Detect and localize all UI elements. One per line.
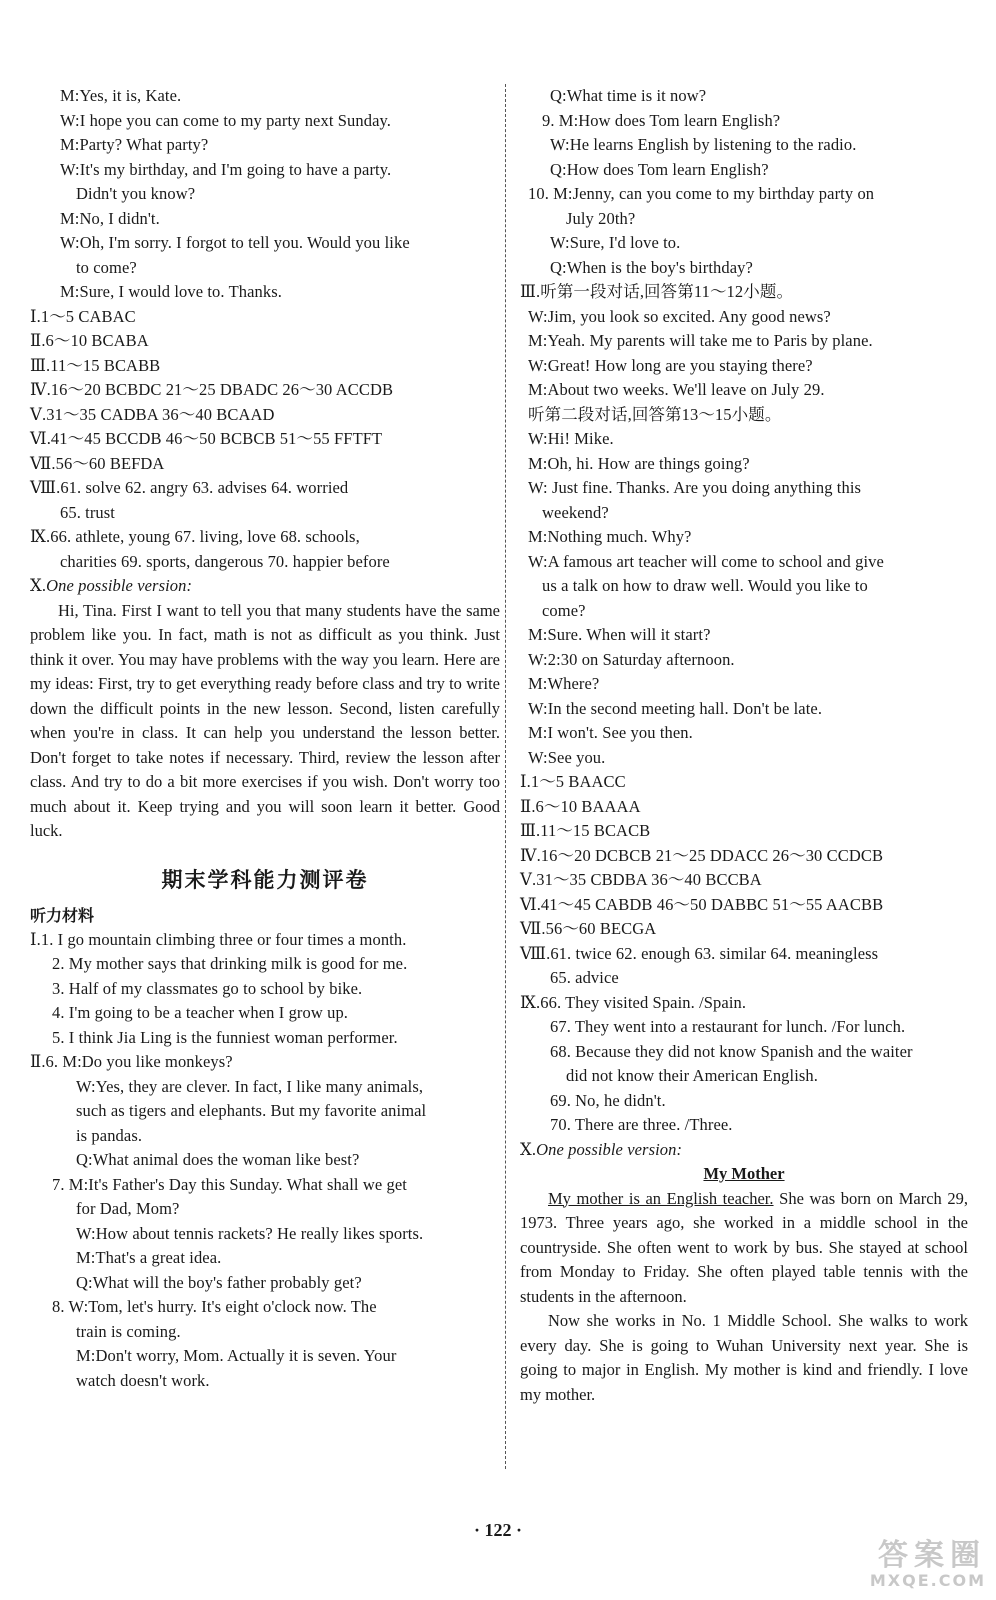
roman-numeral: Ⅹ. xyxy=(520,1139,537,1159)
text-line: for Dad, Mom? xyxy=(76,1199,180,1218)
text-line: M:Nothing much. Why? xyxy=(528,527,692,546)
text-line: Q:How does Tom learn English? xyxy=(550,159,769,179)
right-essay-paragraph-1 xyxy=(520,1187,968,1310)
text-line: Ⅲ.11～15 BCABB xyxy=(30,355,161,375)
text-line: M:That's a great idea. xyxy=(76,1248,222,1267)
text-line: Q:What time is it now? xyxy=(550,86,707,105)
page-number: · 122 · xyxy=(473,1520,522,1540)
text-line: Ⅰ.1. I go mountain climbing three or four times a month. xyxy=(30,929,407,949)
text-line: 4. I'm going to be a teacher when I grow up. xyxy=(52,1003,349,1022)
text-line: train is coming. xyxy=(76,1321,181,1341)
text-line: 70. There are three. /Three. xyxy=(550,1115,733,1134)
essay-p1-rest: She was born on March 29, 1973. Three years ago, she worked in a middle school in the countryside. She often went to work by bus. She stayed at school from Monday to Friday. She often played table tennis with the students in the afternoon. xyxy=(520,1188,969,1306)
text-line: M:Yes, it is, Kate. xyxy=(60,86,182,105)
text-line: 67. They went into a restaurant for lunch. /For lunch. xyxy=(550,1017,906,1036)
text-line: Q:What animal does the woman like best? xyxy=(76,1150,360,1169)
essay-title: My Mother xyxy=(703,1164,785,1183)
text-line: Ⅱ.6～10 BCABA xyxy=(30,331,149,350)
right-version-label xyxy=(520,1138,968,1163)
left-column xyxy=(30,84,500,1393)
text-line: 69. No, he didn't. xyxy=(550,1090,666,1110)
text-line: W: Just fine. Thanks. Are you doing anything this xyxy=(528,478,862,497)
text-line: did not know their American English. xyxy=(566,1066,818,1085)
text-line: M:Party? What party? xyxy=(60,135,209,154)
text-line: Ⅸ.66. athlete, young 67. living, love 68. schools, xyxy=(30,527,360,546)
section-title: 期末学科能力测评卷 xyxy=(161,867,369,892)
left-listening-material xyxy=(30,928,500,1394)
text-line: W:2:30 on Saturday afternoon. xyxy=(528,649,735,669)
text-line: Didn't you know? xyxy=(76,184,196,203)
text-line: Ⅶ.56～60 BEFDA xyxy=(30,453,165,473)
listening-label: 听力材料 xyxy=(30,905,95,925)
essay-underlined-sentence: My mother is an English teacher. xyxy=(548,1188,774,1208)
right-dialogue-and-answers xyxy=(520,84,968,1138)
left-version-label xyxy=(30,574,500,599)
text-line: Ⅷ.61. solve 62. angry 63. advises 64. worried xyxy=(30,478,349,497)
text-line: W:Jim, you look so excited. Any good news? xyxy=(528,306,831,326)
text-line: July 20th? xyxy=(566,208,636,228)
text-line: W:Oh, I'm sorry. I forgot to tell you. Would you like xyxy=(60,233,410,252)
text-line: weekend? xyxy=(542,502,609,522)
text-line: Ⅵ.41～45 CABDB 46～50 DABBC 51～55 AACBB xyxy=(520,894,884,914)
text-line: Ⅷ.61. twice 62. enough 63. similar 64. meaningless xyxy=(520,943,879,963)
text-line: Ⅴ.31～35 CADBA 36～40 BCAAD xyxy=(30,404,275,424)
text-line: M:Oh, hi. How are things going? xyxy=(528,453,750,473)
roman-numeral: Ⅹ. xyxy=(30,576,47,595)
text-line: W:He learns English by listening to the radio. xyxy=(550,135,857,154)
text-line: 10. M:Jenny, can you come to my birthday party on xyxy=(528,184,875,203)
watermark-logo-url: MXQE.COM xyxy=(869,1571,986,1590)
text-line: Ⅱ.6～10 BAAAA xyxy=(520,796,641,816)
text-line: W:See you. xyxy=(528,747,606,767)
text-line: M:Don't worry, Mom. Actually it is seven. Your xyxy=(76,1346,397,1365)
text-line: 听第二段对话,回答第13～15小题。 xyxy=(528,404,782,424)
text-line: 65. advice xyxy=(550,968,619,987)
text-line: Ⅸ.66. They visited Spain. /Spain. xyxy=(520,992,747,1012)
text-line: M:Sure, I would love to. Thanks. xyxy=(60,282,282,301)
text-line: 2. My mother says that drinking milk is good for me. xyxy=(52,954,408,973)
right-essay-paragraph-2: Now she works in No. 1 Middle School. She walks to work every day. She is going to Wuhan University next year. She is going to major in English. My mother is kind and friendly. I love my mother. xyxy=(520,1311,968,1404)
text-line: M:Where? xyxy=(528,674,600,693)
text-line: W:Yes, they are clever. In fact, I like many animals, xyxy=(76,1076,424,1096)
text-line: come? xyxy=(542,600,586,620)
text-line: M:Sure. When will it start? xyxy=(528,625,711,644)
text-line: Q:What will the boy's father probably get? xyxy=(76,1272,362,1292)
text-line: charities 69. sports, dangerous 70. happier before xyxy=(60,551,390,571)
text-line: Ⅰ.1～5 CABAC xyxy=(30,306,136,326)
text-line: Ⅰ.1～5 BAACC xyxy=(520,772,626,791)
text-line: such as tigers and elephants. But my favorite animal xyxy=(76,1101,427,1120)
text-line: 5. I think Jia Ling is the funniest woman performer. xyxy=(52,1027,398,1047)
text-line: W:In the second meeting hall. Don't be late. xyxy=(528,698,823,718)
text-line: M:Yeah. My parents will take me to Paris by plane. xyxy=(528,331,873,350)
watermark-logo xyxy=(776,1540,986,1590)
text-line: W:A famous art teacher will come to school and give xyxy=(528,551,884,571)
text-line: 9. M:How does Tom learn English? xyxy=(542,110,781,130)
text-line: M:About two weeks. We'll leave on July 29. xyxy=(528,380,825,399)
text-line: 68. Because they did not know Spanish and the waiter xyxy=(550,1041,913,1061)
watermark-logo-text: 答案圈 xyxy=(878,1538,986,1573)
right-column xyxy=(520,84,968,1407)
text-line: Ⅶ.56～60 BECGA xyxy=(520,919,657,938)
text-line: Ⅱ.6. M:Do you like monkeys? xyxy=(30,1052,233,1071)
text-line: Q:When is the boy's birthday? xyxy=(550,257,753,277)
text-line: Ⅴ.31～35 CBDBA 36～40 BCCBA xyxy=(520,870,762,889)
text-line: W:Great! How long are you staying there? xyxy=(528,355,813,375)
text-line: watch doesn't work. xyxy=(76,1370,210,1390)
text-line: is pandas. xyxy=(76,1125,143,1145)
left-essay: Hi, Tina. First I want to tell you that many students have the same problem like you. In fact, math is not as difficult as you think. Just think it over. You may have problems with the way you learn. Here are my ideas: First, try to get everything ready before class and try to write down the difficult points in the new lesson. Second, listen carefully when you're in class. It can help you understand the lesson better. Don't forget to take notes if necessary. Third, review the lesson after class. And try to do a bit more exercises if you wish. Don't worry too much about it. Keep trying and you will soon learn it better. Good luck. xyxy=(30,600,500,840)
text-line: W:I hope you can come to my party next Sunday. xyxy=(60,110,391,130)
text-line: W:Hi! Mike. xyxy=(528,429,614,448)
text-line: to come? xyxy=(76,257,137,277)
text-line: Ⅲ.11～15 BCACB xyxy=(520,821,651,840)
text-line: us a talk on how to draw well. Would you like to xyxy=(542,576,868,595)
text-line: W:Sure, I'd love to. xyxy=(550,233,681,252)
text-line: 7. M:It's Father's Day this Sunday. What shall we get xyxy=(52,1174,407,1194)
version-text: One possible version: xyxy=(46,576,193,595)
text-line: Ⅳ.16～20 DCBCB 21～25 DDACC 26～30 CCDCB xyxy=(520,845,884,865)
version-text: One possible version: xyxy=(536,1139,683,1159)
text-line: Ⅵ.41～45 BCCDB 46～50 BCBCB 51～55 FFTFT xyxy=(30,429,383,448)
text-line: W:How about tennis rackets? He really likes sports. xyxy=(76,1223,424,1243)
text-line: W:It's my birthday, and I'm going to have a party. xyxy=(60,159,392,179)
left-dialogue-and-answers xyxy=(30,84,500,574)
column-divider xyxy=(505,84,506,1469)
text-line: 65. trust xyxy=(60,502,115,522)
text-line: Ⅲ.听第一段对话,回答第11～12小题。 xyxy=(520,282,794,301)
text-line: 8. W:Tom, let's hurry. It's eight o'clock now. The xyxy=(52,1297,377,1316)
text-line: M:No, I didn't. xyxy=(60,208,160,228)
text-line: M:I won't. See you then. xyxy=(528,723,693,742)
text-line: 3. Half of my classmates go to school by bike. xyxy=(52,978,363,998)
text-line: Ⅳ.16～20 BCBDC 21～25 DBADC 26～30 ACCDB xyxy=(30,380,394,399)
